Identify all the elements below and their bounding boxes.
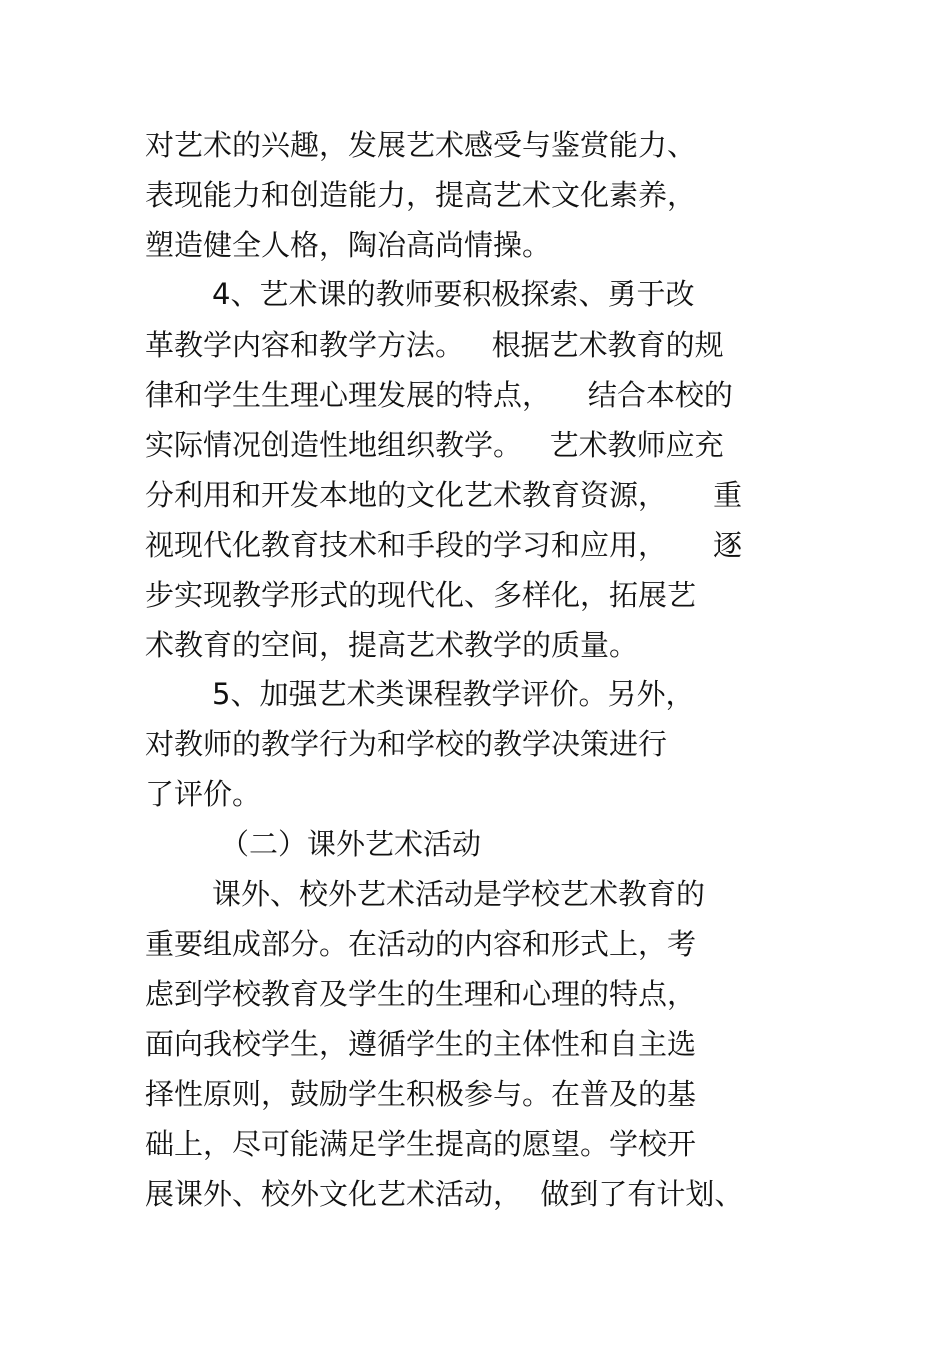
text-line: 础上，尽可能满足学生提高的愿望。学校开 <box>145 1127 697 1161</box>
text-line: 对艺术的兴趣，发展艺术感受与鉴赏能力、 <box>145 128 697 162</box>
text-line: 步实现教学形式的现代化、多样化，拓展艺 <box>145 578 697 612</box>
text-line: 革教学内容和教学方法。 根据艺术教育的规 <box>145 328 724 362</box>
text-line: 律和学生生理心理发展的特点， 结合本校的 <box>145 378 733 412</box>
text-line: 了评价。 <box>145 777 262 811</box>
text-line: 塑造健全人格，陶冶高尚情操。 <box>145 228 552 262</box>
text-line: 重要组成部分。在活动的内容和形式上，考 <box>145 927 697 961</box>
text-line: 视现代化教育技术和手段的学习和应用， 逐 <box>145 528 743 562</box>
text-line: 表现能力和创造能力，提高艺术文化素养， <box>145 178 697 212</box>
text-line: 课外、校外艺术活动是学校艺术教育的 <box>212 877 706 911</box>
text-line: 4、艺术课的教师要积极探索、勇于改 <box>212 277 695 311</box>
section-heading: （二）课外艺术活动 <box>220 827 482 861</box>
text-line: 虑到学校教育及学生的生理和心理的特点， <box>145 977 697 1011</box>
text-line: 面向我校学生，遵循学生的主体性和自主选 <box>145 1027 697 1061</box>
text-line: 5、加强艺术类课程教学评价。另外， <box>212 677 695 711</box>
text-line: 实际情况创造性地组织教学。 艺术教师应充 <box>145 428 724 462</box>
text-line: 对教师的教学行为和学校的教学决策进行 <box>145 727 668 761</box>
text-line: 择性原则，鼓励学生积极参与。在普及的基 <box>145 1077 697 1111</box>
text-line: 展课外、校外文化艺术活动， 做到了有计划、 <box>145 1177 744 1211</box>
text-line: 术教育的空间，提高艺术教学的质量。 <box>145 628 639 662</box>
text-line: 分利用和开发本地的文化艺术教育资源， 重 <box>145 478 743 512</box>
